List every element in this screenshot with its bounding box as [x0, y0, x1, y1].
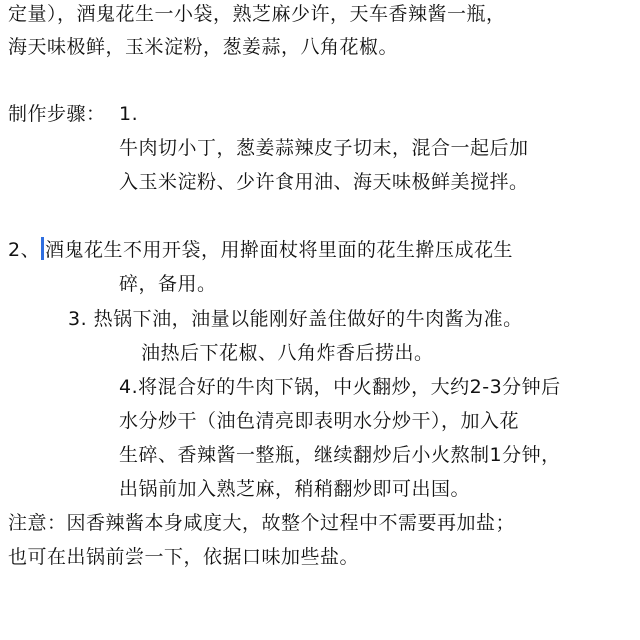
- note-line-2: 也可在出锅前尝一下，依据口味加些盐。: [8, 546, 360, 568]
- note-line-1: 注意：因香辣酱本身咸度大，故整个过程中不需要再加盐；: [8, 512, 516, 534]
- step3-line-1: 3. 热锅下油，油量以能刚好盖住做好的牛肉酱为准。: [68, 308, 523, 330]
- step1-line-1: 牛肉切小丁，葱姜蒜辣皮子切末，混合一起后加: [119, 137, 529, 159]
- step4-line-2: 水分炒干（油色清亮即表明水分炒干），加入花: [119, 410, 520, 432]
- step2-number: 2、: [8, 239, 41, 261]
- steps-heading: 制作步骤：: [8, 103, 106, 125]
- step2-line-1: 酒鬼花生不用开袋，用擀面杖将里面的花生擀压成花生: [45, 239, 514, 261]
- step4-line-3: 生碎、香辣酱一整瓶，继续翻炒后小火熬制1分钟，: [119, 444, 561, 466]
- step1-line-2: 入玉米淀粉、少许食用油、海天味极鲜美搅拌。: [119, 171, 529, 193]
- ingredients-line-2: 海天味极鲜，玉米淀粉，葱姜蒜，八角花椒。: [8, 36, 399, 58]
- ingredients-line-1: 定量），酒鬼花生一小袋，熟芝麻少许，天车香辣酱一瓶，: [8, 3, 506, 25]
- step2-line-2: 碎，备用。: [119, 273, 217, 295]
- step3-line-2: 油热后下花椒、八角炸香后捞出。: [141, 342, 434, 364]
- step2-line-1-wrapper[interactable]: [41, 237, 513, 263]
- step4-line-4: 出锅前加入熟芝麻，稍稍翻炒即可出国。: [119, 478, 471, 500]
- text-cursor: [41, 237, 44, 260]
- step4-line-1: 4.将混合好的牛肉下锅，中火翻炒，大约2-3分钟后: [119, 376, 561, 398]
- step1-number: 1.: [119, 103, 139, 125]
